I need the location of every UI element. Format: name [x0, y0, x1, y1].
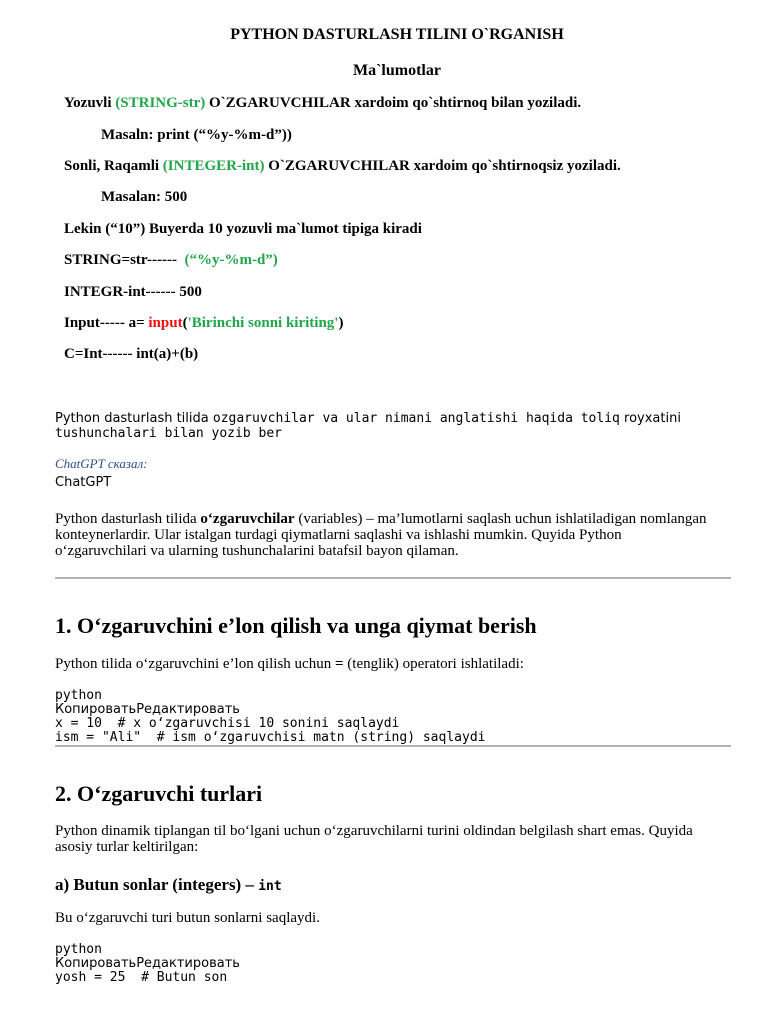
- user-prompt-line2: tushunchalari bilan yozib ber: [55, 426, 282, 441]
- note-line-int-def: INTEGR-int------ 500: [64, 284, 202, 300]
- note-green-text: 'Birinchi sonni kiriting': [187, 315, 339, 331]
- note-line-example: Masaln: print (“%y-%m-d”)): [101, 127, 292, 143]
- divider: [55, 745, 731, 747]
- section-bold-text: =: [334, 656, 344, 672]
- note-text: Sonli, Raqamli: [64, 158, 163, 174]
- intro-text: (variables) – ma’lumotlarni saqlash uchun ishlatiladigan nomlangan: [294, 511, 707, 527]
- code-block-language: python: [55, 688, 102, 703]
- note-text: O`ZGARUVCHILAR xardoim qo`shtirnoq bilan yoziladi.: [205, 95, 582, 111]
- chatgpt-said-label: ChatGPT сказал:: [55, 456, 148, 471]
- note-green-text: (INTEGER-int): [162, 158, 265, 174]
- code-line: yosh = 25 # Butun son: [55, 970, 228, 985]
- divider: [55, 577, 731, 579]
- prompt-text: Python dasturlash tilida: [55, 411, 213, 426]
- code-block-language: python: [55, 942, 102, 957]
- note-line-string-def: [64, 252, 278, 269]
- section2-heading: 2. O‘zgaruvchi turlari: [55, 781, 263, 806]
- section-text: (tenglik) operatori ishlatiladi:: [343, 656, 524, 672]
- note-line-cint: C=Int------ int(a)+(b): [64, 346, 199, 362]
- subsection-code-text: int: [258, 879, 282, 894]
- section2-text-line2: asosiy turlar keltirilgan:: [55, 839, 199, 855]
- prompt-mono-text: ozgaruvchilar va ular nimani anglatishi haqida toliq: [212, 411, 620, 426]
- note-text: ): [338, 315, 344, 331]
- section2-text-line1: Python dinamik tiplangan til bo‘lgani uchun o‘zgaruvchilarni turini oldindan belgilash shart emas. Quyida: [55, 823, 693, 839]
- chatgpt-name: ChatGPT: [55, 475, 112, 490]
- note-green-text: (STRING-str): [115, 95, 206, 111]
- note-line-lekin: Lekin (“10”) Buyerda 10 yozuvli ma`lumot tipiga kiradi: [64, 221, 422, 237]
- document-subtitle: Ma`lumotlar: [353, 62, 441, 79]
- prompt-text: royxatini: [619, 411, 681, 426]
- intro-text: Python dasturlash tilida: [55, 511, 201, 527]
- intro-bold-text: o‘zgaruvchilar: [200, 511, 295, 527]
- note-text: (: [182, 315, 188, 331]
- subsection-heading: [55, 875, 282, 895]
- note-line-example2: Masalan: 500: [101, 189, 188, 205]
- subsection-text: Bu o‘zgaruvchi turi butun sonlarni saqlaydi.: [55, 910, 320, 926]
- code-line: x = 10 # x o‘zgaruvchisi 10 sonini saqlaydi: [55, 716, 400, 731]
- note-line-string: [64, 95, 581, 112]
- intro-line1: [55, 511, 707, 528]
- document-title: PYTHON DASTURLASH TILINI O`RGANISH: [230, 26, 564, 43]
- section-text: Python tilida o‘zgaruvchini e’lon qilish uchun: [55, 656, 335, 672]
- code-line: ism = "Ali" # ism o‘zgaruvchisi matn (string) saqlaydi: [55, 730, 486, 745]
- note-text: Yozuvli: [64, 95, 116, 111]
- note-line-integer: [64, 158, 621, 175]
- section1-heading: 1. O‘zgaruvchini e’lon qilish va unga qiymat berish: [55, 613, 537, 638]
- note-green-text: (“%y-%m-d”): [184, 252, 278, 268]
- note-text: STRING=str------: [64, 252, 185, 268]
- code-block-actions[interactable]: КопироватьРедактировать: [55, 702, 240, 717]
- code-block-actions[interactable]: КопироватьРедактировать: [55, 956, 240, 971]
- note-text: O`ZGARUVCHILAR xardoim qo`shtirnoqsiz yoziladi.: [264, 158, 621, 174]
- note-red-text: input: [148, 315, 183, 331]
- note-text: Input----- a=: [64, 315, 149, 331]
- user-prompt-line1: [55, 410, 681, 426]
- section1-text: [55, 656, 524, 673]
- intro-line3: o‘zgaruvchilari va ularning tushunchalarini batafsil bayon qilaman.: [55, 543, 459, 559]
- subsection-text: a) Butun sonlar (integers) –: [55, 875, 259, 894]
- note-line-input: [64, 315, 343, 332]
- intro-line2: konteynerlardir. Ular istalgan turdagi qiymatlarni saqlashi va ishlashi mumkin. Quyida Python: [55, 527, 622, 543]
